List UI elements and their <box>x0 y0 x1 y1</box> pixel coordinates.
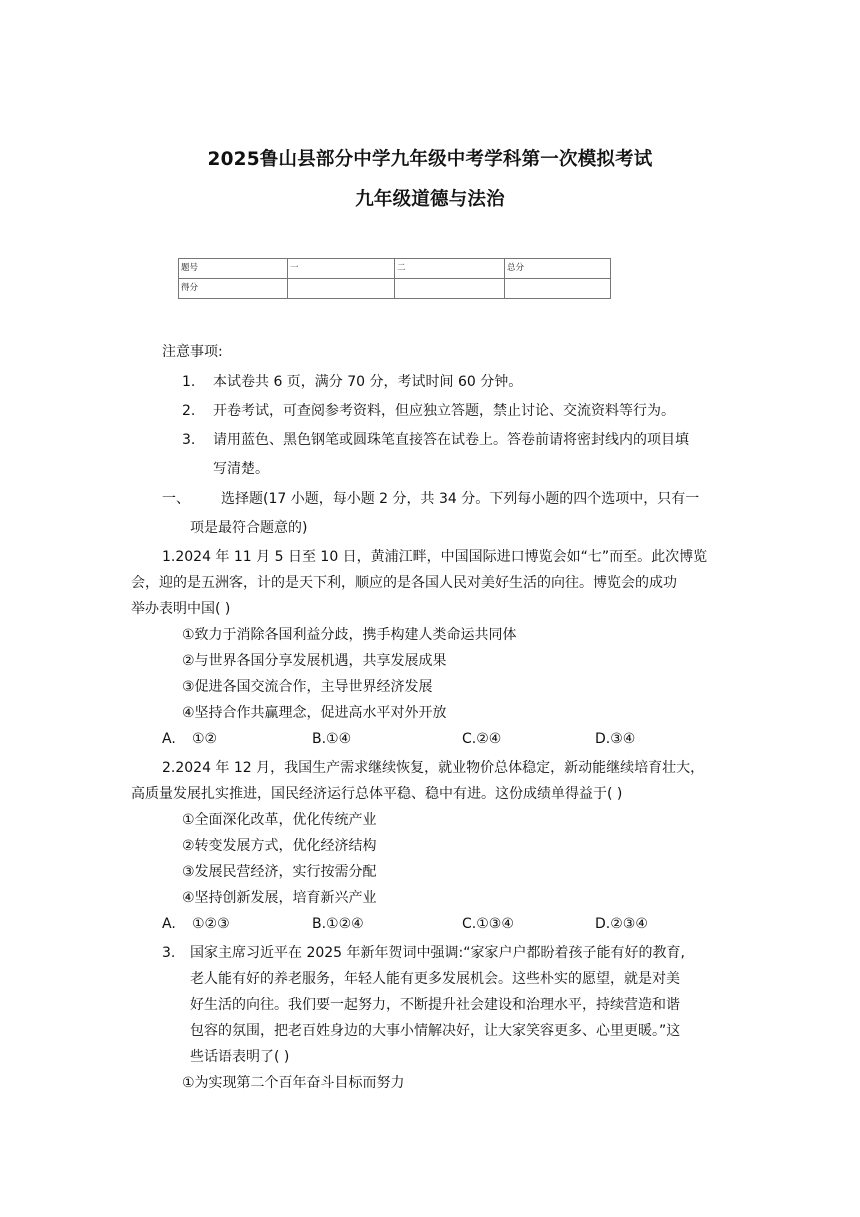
question-1-statement: ④坚持合作共赢理念，促进高水平对外开放 <box>182 705 447 721</box>
question-1-statement: ②与世界各国分享发展机遇，共享发展成果 <box>182 653 447 669</box>
question-3-number: 3. <box>162 945 176 961</box>
score-table-score-row <box>179 279 611 299</box>
notice-item-number: 3. <box>182 432 196 448</box>
question-1-option-c[interactable]: C.②④ <box>462 731 502 747</box>
score-cell[interactable] <box>394 279 504 299</box>
question-2-text: 高质量发展扎实推进，国民经济运行总体平稳、稳中有进。这份成绩单得益于( ) <box>131 786 623 802</box>
question-3-text: 些话语表明了( ) <box>190 1049 290 1065</box>
score-table-header: 题号 <box>179 259 288 279</box>
question-1-option-a[interactable]: ①② <box>192 731 218 747</box>
question-2-statement: ②转变发展方式，优化经济结构 <box>182 838 377 854</box>
score-table <box>178 258 611 299</box>
score-table-header-row <box>179 259 611 279</box>
question-2-statement: ④坚持创新发展，培育新兴产业 <box>182 890 377 906</box>
question-3-text: 老人能有好的养老服务，年轻人能有更多发展机会。这些朴实的愿望，就是对美 <box>190 971 680 987</box>
notice-item-text: 写清楚。 <box>213 461 269 477</box>
score-table-header: 一 <box>287 259 394 279</box>
score-cell[interactable] <box>504 279 610 299</box>
question-2-option-a-letter: A. <box>162 916 176 932</box>
notice-item-text: 请用蓝色、黑色钢笔或圆珠笔直接答在试卷上。答卷前请将密封线内的项目填 <box>213 432 689 448</box>
exam-subtitle: 九年级道德与法治 <box>355 189 505 210</box>
question-2-statement: ③发展民营经济，实行按需分配 <box>182 864 377 880</box>
notice-heading: 注意事项: <box>162 344 223 360</box>
question-1-statement: ①致力于消除各国利益分歧，携手构建人类命运共同体 <box>182 627 517 643</box>
question-3-text: 国家主席习近平在 2025 年新年贺词中强调:“家家户户都盼着孩子能有好的教育, <box>190 945 685 961</box>
notice-item-text: 开卷考试，可查阅参考资料，但应独立答题，禁止讨论、交流资料等行为。 <box>213 403 675 419</box>
question-1-option-a-letter: A. <box>162 731 176 747</box>
question-1-option-b[interactable]: B.①④ <box>312 731 352 747</box>
question-1-text: 1.2024 年 11 月 5 日至 10 日，黄浦江畔，中国国际进口博览会如“七”而至。此次博览 <box>162 549 708 565</box>
question-2-statement: ①全面深化改革，优化传统产业 <box>182 812 377 828</box>
score-table-header: 总分 <box>504 259 610 279</box>
question-1-option-d[interactable]: D.③④ <box>595 731 636 747</box>
question-2-option-a[interactable]: ①②③ <box>192 916 230 932</box>
score-row-label: 得分 <box>179 279 288 299</box>
section-heading: 选择题(17 小题，每小题 2 分，共 34 分。下列每小题的四个选项中，只有一 <box>221 491 700 507</box>
question-1-text: 举办表明中国( ) <box>131 601 231 617</box>
question-3-statement: ①为实现第二个百年奋斗目标而努力 <box>182 1075 405 1091</box>
score-table-header: 二 <box>394 259 504 279</box>
question-2-option-c[interactable]: C.①③④ <box>462 916 514 932</box>
question-1-statement: ③促进各国交流合作，主导世界经济发展 <box>182 679 433 695</box>
question-3-text: 包容的氛围，把老百姓身边的大事小情解决好，让大家笑容更多、心里更暖。”这 <box>190 1023 681 1039</box>
notice-item-number: 2. <box>182 403 196 419</box>
exam-title: 2025鲁山县部分中学九年级中考学科第一次模拟考试 <box>207 149 653 170</box>
question-2-option-b[interactable]: B.①②④ <box>312 916 364 932</box>
section-heading: 项是最符合题意的) <box>190 520 308 536</box>
question-2-option-d[interactable]: D.②③④ <box>595 916 648 932</box>
notice-item-text: 本试卷共 6 页，满分 70 分，考试时间 60 分钟。 <box>213 374 523 390</box>
question-3-text: 好生活的向往。我们要一起努力，不断提升社会建设和治理水平，持续营造和谐 <box>190 997 680 1013</box>
section-number: 一、 <box>162 491 190 507</box>
score-cell[interactable] <box>287 279 394 299</box>
question-2-text: 2.2024 年 12 月，我国生产需求继续恢复，就业物价总体稳定，新动能继续培育壮大， <box>162 760 705 776</box>
question-1-text: 会，迎的是五洲客，计的是天下利，顺应的是各国人民对美好生活的向往。博览会的成功 <box>131 575 677 591</box>
notice-item-number: 1. <box>182 374 196 390</box>
